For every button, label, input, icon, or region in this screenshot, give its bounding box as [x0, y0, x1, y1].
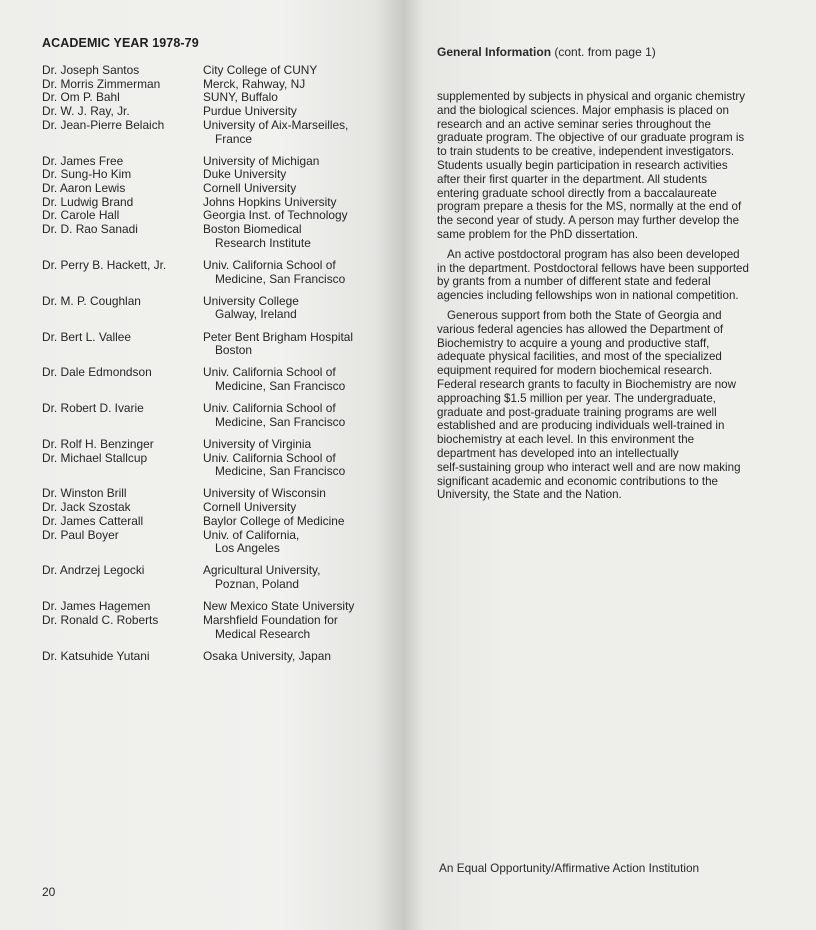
lecturer-institution	[203, 155, 380, 169]
page-number: 20	[42, 885, 56, 899]
institution-line: Medical Research	[215, 626, 311, 641]
lecturer-name: Dr. James Free	[42, 153, 124, 168]
lecturer-institution	[203, 402, 380, 429]
heading-continuation: (cont. from page 1)	[551, 45, 656, 59]
institution-line: Agricultural University,	[203, 563, 321, 578]
roster-entry	[40, 196, 380, 210]
institution-line: Marshfield Foundation for	[203, 612, 338, 627]
body-paragraph	[437, 248, 772, 303]
lecturer-name: Dr. Winston Brill	[42, 486, 127, 501]
lecturer-name: Dr. James Catterall	[42, 513, 144, 528]
lecturer-institution	[203, 487, 380, 501]
lecturer-name: Dr. Joseph Santos	[42, 63, 140, 77]
institution-line: Purdue University	[203, 104, 297, 119]
paragraph-line: the second year of study. A person may further develop the	[437, 214, 740, 228]
lecturer-institution	[203, 366, 380, 393]
institution-line: Baylor College of Medicine	[203, 513, 345, 528]
institution-line: France	[215, 131, 253, 146]
lecturer-institution	[203, 295, 380, 322]
paragraph-line: equipment required for modern biochemical research.	[437, 364, 713, 378]
lecturer-institution	[203, 600, 380, 614]
paragraph-line: biochemistry at each level. In this environment the	[437, 433, 695, 447]
roster-entry	[40, 105, 380, 119]
paragraph-line: research and an active seminar series throughout the	[437, 117, 711, 131]
roster-entry	[40, 168, 380, 182]
institution-line: Univ. of California,	[203, 527, 300, 542]
institution-line: Medicine, San Francisco	[215, 379, 346, 394]
lecturer-name: Dr. Robert D. Ivarie	[42, 401, 144, 416]
lecturer-name: Dr. Ludwig Brand	[42, 194, 134, 209]
institution-line: City College of CUNY	[203, 63, 318, 77]
roster-entry	[40, 78, 380, 92]
institution-line: University of Aix-Marseilles,	[203, 117, 349, 132]
general-information-body	[437, 90, 772, 508]
paragraph-line: adequate physical facilities, and most of the specialized	[437, 350, 722, 364]
paragraph-line: various federal agencies has allowed the Department of	[437, 322, 724, 336]
paragraph-line: by grants from a number of different state and federal	[437, 275, 711, 289]
academic-year-heading: ACADEMIC YEAR 1978-79	[42, 36, 199, 50]
institution-line: Medicine, San Francisco	[215, 271, 346, 286]
institution-line: Peter Bent Brigham Hospital	[203, 329, 354, 344]
institution-line: Poznan, Poland	[215, 577, 299, 592]
institution-line: Duke University	[203, 167, 287, 182]
lecturer-name: Dr. W. J. Ray, Jr.	[42, 104, 130, 119]
institution-line: University of Wisconsin	[203, 486, 326, 501]
roster-entry	[40, 331, 380, 358]
visiting-lecturer-roster	[40, 64, 380, 672]
lecturer-institution	[203, 650, 380, 664]
roster-entry	[40, 438, 380, 452]
paragraph-line: department has developed into an intellectually	[437, 446, 679, 460]
lecturer-institution	[203, 515, 380, 529]
lecturer-name: Dr. Aaron Lewis	[42, 181, 126, 196]
paragraph-line: graduate and post-graduate training programs are well	[437, 405, 717, 419]
institution-line: Univ. California School of	[203, 365, 336, 380]
paragraph-line: entering graduate school directly from a baccalaureate	[437, 186, 717, 200]
roster-entry	[40, 650, 380, 664]
paragraph-line: self-sustaining group who interact well and are now making	[437, 460, 741, 474]
roster-entry	[40, 614, 380, 641]
institution-line: Boston	[215, 343, 253, 358]
lecturer-institution	[203, 438, 380, 452]
body-paragraph	[437, 90, 772, 242]
paragraph-line: same problem for the PhD dissertation.	[437, 227, 639, 241]
lecturer-institution	[203, 105, 380, 119]
lecturer-institution	[203, 209, 380, 223]
roster-entry	[40, 295, 380, 322]
institution-line: Boston Biomedical	[203, 222, 302, 237]
institution-line: University of Michigan	[203, 153, 320, 168]
roster-entry	[40, 64, 380, 78]
roster-entry	[40, 515, 380, 529]
lecturer-name: Dr. Paul Boyer	[42, 527, 119, 542]
paragraph-line: program prepare a thesis for the MS, normally at the end of	[437, 200, 742, 214]
institution-line: Los Angeles	[215, 541, 280, 556]
lecturer-name: Dr. M. P. Coughlan	[42, 293, 141, 308]
lecturer-name: Dr. Sung-Ho Kim	[42, 167, 132, 182]
body-paragraph	[437, 309, 772, 502]
paragraph-line: University, the State and the Nation.	[437, 488, 622, 502]
general-information-heading	[437, 45, 656, 59]
paragraph-line: graduate program. The objective of our graduate program is	[437, 131, 745, 145]
paragraph-line: approaching $1.5 million per year. The undergraduate,	[437, 391, 716, 405]
institution-line: Univ. California School of	[203, 257, 336, 272]
roster-entry	[40, 487, 380, 501]
roster-entry	[40, 91, 380, 105]
roster-entry	[40, 366, 380, 393]
roster-entry	[40, 529, 380, 556]
heading-bold: General Information	[437, 45, 552, 59]
paragraph-line: significant academic and economic contributions to the	[437, 474, 718, 488]
lecturer-institution	[203, 259, 380, 286]
lecturer-name: Dr. Andrzej Legocki	[42, 563, 145, 578]
roster-entry	[40, 182, 380, 196]
lecturer-institution	[203, 168, 380, 182]
lecturer-institution	[203, 564, 380, 591]
institution-line: New Mexico State University	[203, 599, 355, 614]
lecturer-institution	[203, 119, 380, 146]
lecturer-institution	[203, 91, 380, 105]
institution-line: Cornell University	[203, 500, 297, 515]
institution-line: Medicine, San Francisco	[215, 464, 346, 479]
lecturer-institution	[203, 501, 380, 515]
institution-line: Research Institute	[215, 235, 311, 250]
left-page	[0, 0, 403, 930]
lecturer-name: Dr. Carole Hall	[42, 208, 120, 223]
institution-line: University of Virginia	[203, 436, 312, 451]
lecturer-name: Dr. Katsuhide Yutani	[42, 648, 150, 663]
paragraph-line: Federal research grants to faculty in Biochemistry are now	[437, 377, 736, 391]
institution-line: University College	[203, 293, 299, 308]
paragraph-line: established and are producing individuals well-trained in	[437, 419, 725, 433]
paragraph-line: An active postdoctoral program has also been developed	[447, 247, 740, 261]
institution-line: Galway, Ireland	[215, 307, 297, 322]
roster-entry	[40, 209, 380, 223]
lecturer-institution	[203, 223, 380, 250]
paragraph-line: and the biological sciences. Major emphasis is placed on	[437, 103, 729, 117]
equal-opportunity-statement: An Equal Opportunity/Affirmative Action Institution	[439, 861, 700, 875]
paragraph-line: after their first quarter in the department. All students	[437, 172, 708, 186]
paragraph-line: to train students to be creative, independent investigators.	[437, 145, 735, 159]
lecturer-institution	[203, 331, 380, 358]
institution-line: Univ. California School of	[203, 450, 336, 465]
lecturer-name: Dr. Michael Stallcup	[42, 450, 148, 465]
institution-line: Medicine, San Francisco	[215, 414, 346, 429]
institution-line: SUNY, Buffalo	[203, 90, 278, 105]
lecturer-name: Dr. Perry B. Hackett, Jr.	[42, 257, 167, 272]
paragraph-line: in the department. Postdoctoral fellows have been supported	[437, 261, 749, 275]
paragraph-line: Students usually begin participation in research activities	[437, 158, 728, 172]
institution-line: Merck, Rahway, NJ	[203, 76, 306, 91]
lecturer-name: Dr. D. Rao Sanadi	[42, 222, 138, 237]
lecturer-name: Dr. Dale Edmondson	[42, 365, 152, 380]
institution-line: Osaka University, Japan	[203, 648, 331, 663]
lecturer-name: Dr. Ronald C. Roberts	[42, 612, 159, 627]
paragraph-line: agencies including fellowships won in national competition.	[437, 289, 739, 303]
lecturer-institution	[203, 452, 380, 479]
institution-line: Cornell University	[203, 181, 297, 196]
paragraph-line: supplemented by subjects in physical and organic chemistry	[437, 90, 746, 103]
lecturer-institution	[203, 196, 380, 210]
lecturer-name: Dr. Om P. Bahl	[42, 90, 120, 105]
lecturer-name: Dr. Jack Szostak	[42, 500, 131, 515]
roster-entry	[40, 402, 380, 429]
lecturer-institution	[203, 182, 380, 196]
roster-entry	[40, 223, 380, 250]
institution-line: Univ. California School of	[203, 401, 336, 416]
lecturer-name: Dr. Rolf H. Benzinger	[42, 436, 154, 451]
roster-entry	[40, 564, 380, 591]
roster-entry	[40, 501, 380, 515]
roster-entry	[40, 259, 380, 286]
lecturer-institution	[203, 614, 380, 641]
lecturer-institution	[203, 64, 380, 78]
lecturer-name: Dr. Bert L. Vallee	[42, 329, 131, 344]
lecturer-name: Dr. Morris Zimmerman	[42, 76, 161, 91]
lecturer-institution	[203, 529, 380, 556]
roster-entry	[40, 119, 380, 146]
roster-entry	[40, 155, 380, 169]
lecturer-name: Dr. James Hagemen	[42, 599, 151, 614]
paragraph-line: Generous support from both the State of Georgia and	[447, 308, 722, 322]
institution-line: Johns Hopkins University	[203, 194, 337, 209]
lecturer-name: Dr. Jean-Pierre Belaich	[42, 117, 165, 132]
roster-entry	[40, 452, 380, 479]
paragraph-line: Biochemistry to acquire a young and productive staff,	[437, 336, 710, 350]
lecturer-institution	[203, 78, 380, 92]
roster-entry	[40, 600, 380, 614]
institution-line: Georgia Inst. of Technology	[203, 208, 348, 223]
